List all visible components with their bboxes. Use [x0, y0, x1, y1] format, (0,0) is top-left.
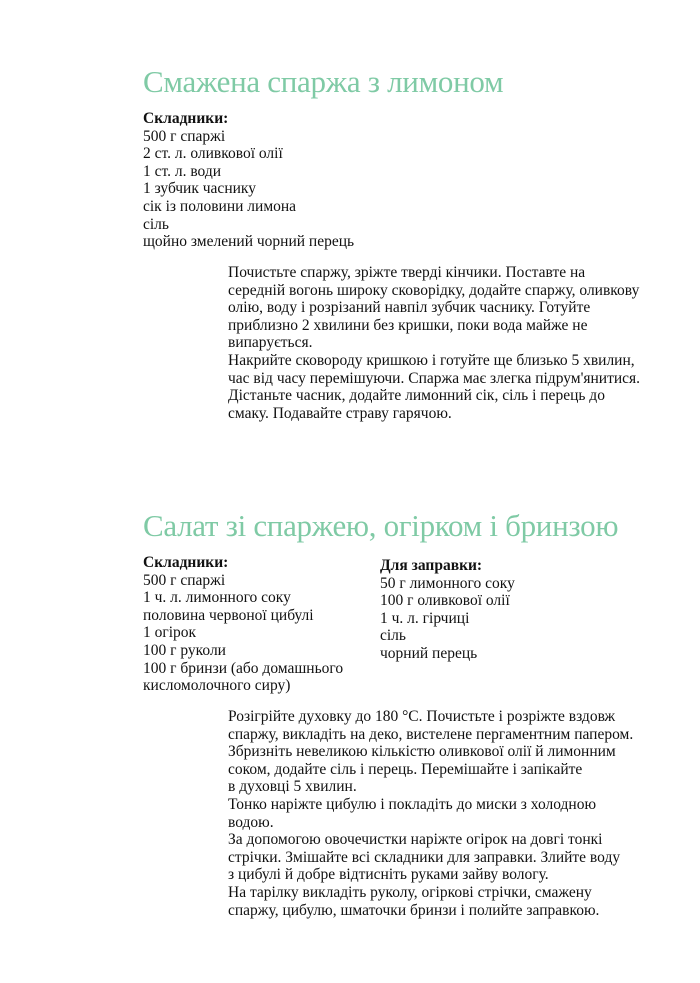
instruction-line: з цибулі й добре відтисніть руками зайву вологу.: [228, 866, 549, 884]
ingredient-item: щойно змелений чорний перець: [143, 233, 355, 251]
instruction-line: спаржу, цибулю, шматочки бринзи і полийте заправкою.: [228, 901, 600, 919]
recipe1-instructions: [228, 264, 648, 422]
instruction-line: За допомогою овочечистки наріжте огірок на довгі тонкі: [228, 831, 603, 849]
ingredient-item: 1 ч. л. лимонного соку: [143, 589, 291, 607]
recipe2-ingredients-heading: Складники:: [143, 554, 229, 571]
ingredient-item: сік із половини лимона: [143, 197, 297, 215]
dressing-item: 50 г лимонного соку: [380, 574, 515, 592]
instruction-line: стрічки. Змішайте всі складники для заправки. Злийте воду: [228, 848, 621, 866]
ingredient-item: 100 г бринзи (або домашнього: [143, 659, 344, 677]
recipe1-title: Смажена спаржа з лимоном: [143, 64, 504, 99]
ingredient-item: кисломолочного сиру): [143, 677, 291, 695]
instruction-line: час від часу перемішуючи. Спаржа має злегка підрум'янитися.: [228, 369, 641, 387]
instruction-line: водою.: [228, 813, 274, 831]
dressing-item: 1 ч. л. гірчиці: [380, 609, 470, 627]
instruction-line: Тонко наріжте цибулю і покладіть до миски з холодною: [228, 795, 597, 813]
dressing-item: чорний перець: [380, 644, 478, 662]
recipe2-instructions: [228, 708, 648, 919]
recipe1-ingredients-heading: Складники:: [143, 110, 229, 127]
ingredient-item: сіль: [143, 215, 169, 233]
ingredient-item: 500 г спаржі: [143, 127, 226, 145]
ingredient-item: 1 ст. л. води: [143, 162, 222, 180]
recipe2-dressing-heading: Для заправки:: [380, 557, 483, 574]
dressing-item: сіль: [380, 627, 406, 645]
instruction-line: На тарілку викладіть руколу, огіркові стрічки, смажену: [228, 883, 592, 901]
instruction-line: Розігрійте духовку до 180 °С. Почистьте і розріжте вздовж: [228, 708, 616, 725]
instruction-line: Почистьте спаржу, зріжте тверді кінчики. Поставте на: [228, 264, 586, 281]
recipe1-ingredients: [143, 110, 354, 251]
instruction-line: в духовці 5 хвилин.: [228, 778, 357, 796]
instruction-line: приблизно 2 хвилини без кришки, поки вода майже не: [228, 316, 588, 334]
recipe2-ingredients: [143, 554, 343, 695]
instruction-line: соком, додайте сіль і перець. Перемішайте і запікайте: [228, 760, 583, 778]
recipe2-title: Салат зі спаржею, огірком і бринзою: [143, 508, 619, 543]
instruction-line: Дістаньте часник, додайте лимонний сік, сіль і перець до: [228, 387, 605, 405]
instruction-line: спаржу, викладіть на деко, вистелене пергаментним папером.: [228, 725, 634, 743]
ingredient-item: 1 огірок: [143, 624, 197, 642]
ingredient-item: 500 г спаржі: [143, 571, 226, 589]
dressing-item: 100 г оливкової олії: [380, 592, 510, 610]
instruction-line: Збризніть невеликою кількістю оливкової олії й лимонним: [228, 743, 616, 761]
ingredient-item: 2 ст. л. оливкової олії: [143, 145, 283, 163]
instruction-line: смаку. Подавайте страву гарячою.: [228, 404, 452, 422]
instruction-line: олію, воду і розрізаний навпіл зубчик часнику. Готуйте: [228, 299, 591, 317]
ingredient-item: 1 зубчик часнику: [143, 180, 256, 198]
instruction-line: Накрийте сковороду кришкою і готуйте ще близько 5 хвилин,: [228, 351, 635, 369]
ingredient-item: половина червоної цибулі: [143, 606, 314, 624]
instruction-line: випарується.: [228, 334, 313, 352]
recipe2-dressing: [380, 557, 515, 663]
ingredient-item: 100 г руколи: [143, 641, 226, 659]
instruction-line: середній вогонь широку сковорідку, додайте спаржу, оливкову: [228, 281, 640, 299]
